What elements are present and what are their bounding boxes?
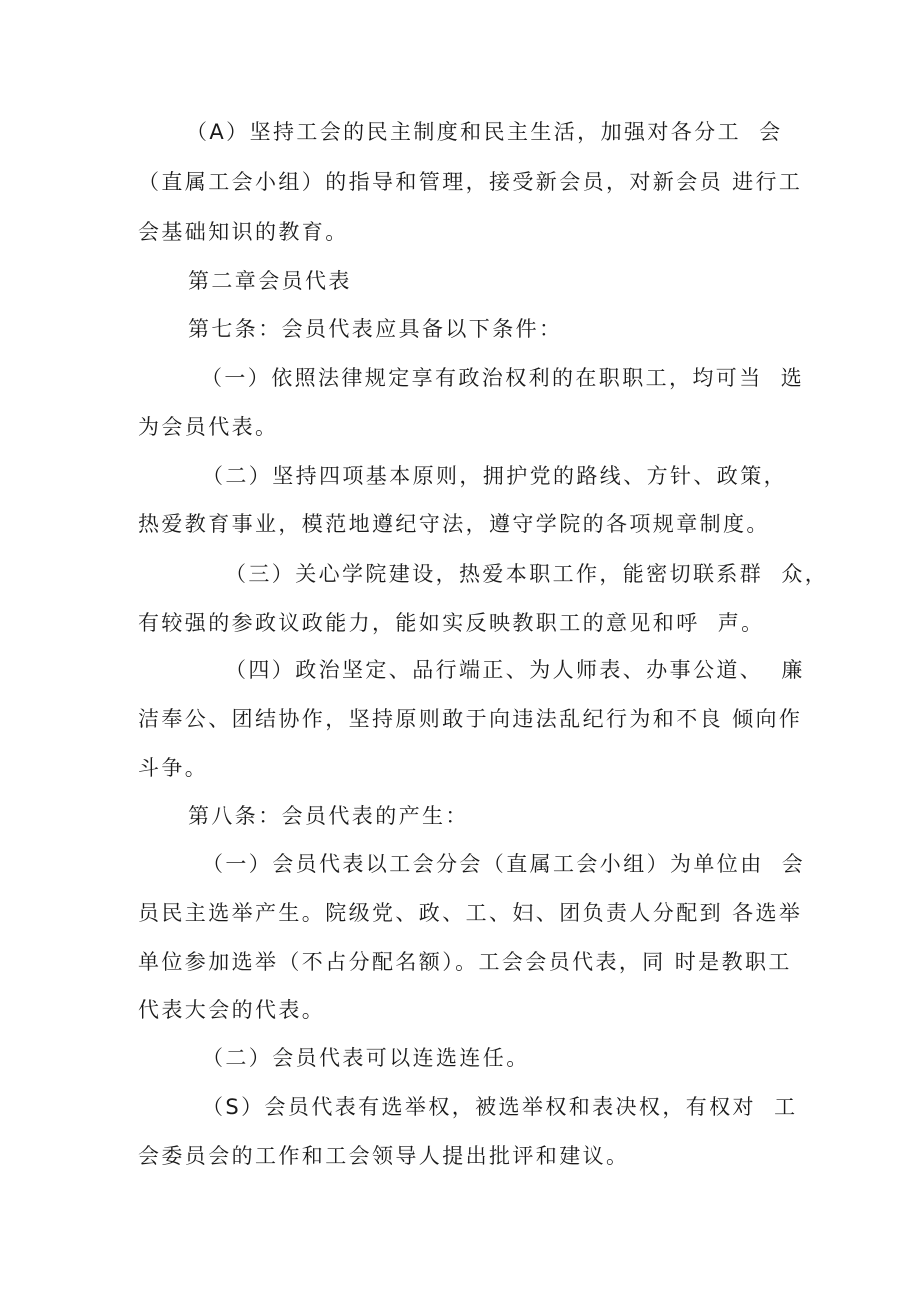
chapter-heading	[0, 257, 920, 305]
line-text: 会基础知识的教育。	[138, 220, 349, 244]
text-line	[0, 646, 920, 694]
line-text: 代表大会的代表。	[138, 998, 326, 1022]
line-text: 有较强的参政议政能力，能如实反映教职工的意见和呼 声。	[138, 611, 765, 635]
line-text: （二）坚持四项基本原则，拥护党的路线、方针、政策，	[202, 464, 787, 488]
line-text: 斗争。	[138, 756, 209, 780]
text-line	[0, 158, 920, 206]
text-line	[0, 108, 920, 156]
line-text: （直属工会小组）的指导和管理，接受新会员，对新会员 进行工	[138, 170, 803, 194]
line-text: （一）会员代表以工会分会（直属工会小组）为单位由 会	[202, 852, 806, 876]
text-line	[0, 208, 920, 256]
text-line	[0, 744, 920, 792]
line-text: （三）关心学院建设，热爱本职工作，能密切联系群 众，	[225, 562, 829, 586]
text-line	[0, 840, 920, 888]
text-line	[0, 986, 920, 1034]
line-text: 员民主选举产生。院级党、政、工、妇、团负责人分配到 各选举	[138, 901, 803, 925]
text-line	[0, 500, 920, 548]
article-heading	[0, 305, 920, 353]
text-line	[0, 1034, 920, 1082]
text-line	[0, 550, 920, 598]
text-line	[0, 1132, 920, 1180]
text-line	[0, 938, 920, 986]
line-text: 单位参加选举（不占分配名额）。工会会员代表，同 时是教职工	[138, 950, 792, 974]
line-text: （S）会员代表有选举权，被选举权和表决权，有权对 工	[202, 1095, 798, 1119]
line-text: （四）政治坚定、品行端正、为人师表、办事公道、 廉	[225, 658, 805, 682]
text-line	[0, 452, 920, 500]
text-line	[0, 1083, 920, 1131]
line-text: 洁奉公、团结协作，坚持原则敢于向违法乱纪行为和不良 倾向作	[138, 707, 803, 731]
line-text: 为会员代表。	[138, 415, 279, 439]
line-text: （二）会员代表可以连选连任。	[202, 1046, 530, 1070]
line-text: （A）坚持工会的民主制度和民主生活，加强对各分工 会	[186, 120, 783, 144]
text-line	[0, 695, 920, 743]
article-heading	[0, 792, 920, 840]
text-line	[0, 354, 920, 402]
line-text: 第二章会员代表	[188, 269, 352, 293]
line-text: （一）依照法律规定享有政治权利的在职职工，均可当 选	[201, 366, 805, 390]
text-line	[0, 599, 920, 647]
line-text: 第八条：会员代表的产生：	[188, 804, 469, 828]
line-text: 热爱教育事业，模范地遵纪守法，遵守学院的各项规章制度。	[138, 512, 770, 536]
text-line	[0, 889, 920, 937]
line-text: 会委员会的工作和工会领导人提出批评和建议。	[138, 1144, 630, 1168]
line-text: 第七条：会员代表应具备以下条件：	[188, 317, 563, 341]
text-line	[0, 403, 920, 451]
